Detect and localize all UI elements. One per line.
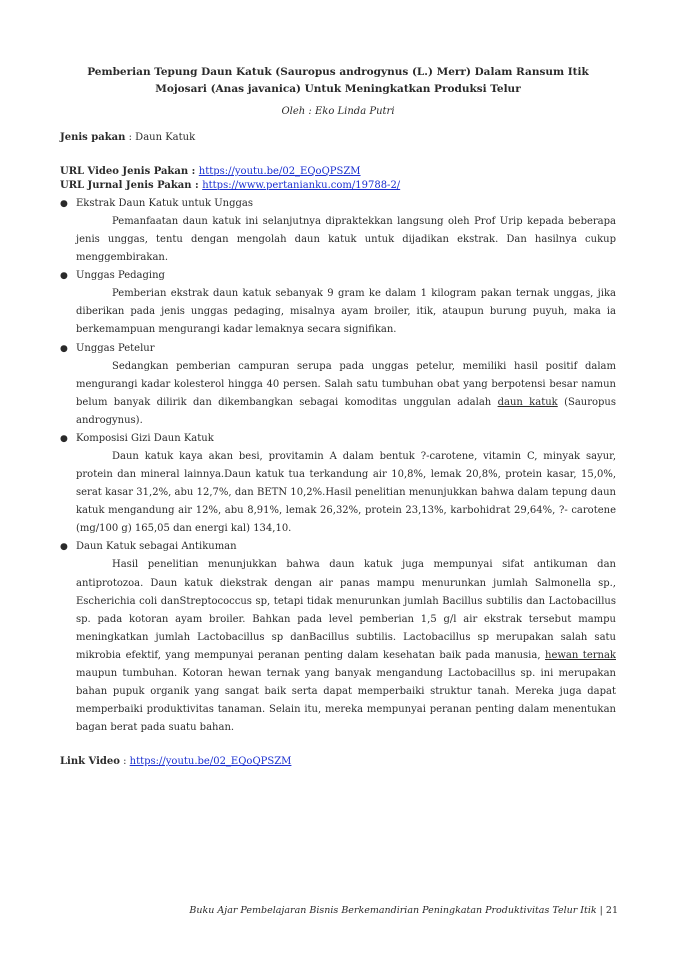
feed-label: Jenis pakan [60,132,126,143]
journal-url-line [60,179,616,193]
section-body-tail: maupun tumbuhan. Kotoran hewan ternak yang banyak mengandung Lactobacillus sp. ini merupakan bahan pupuk organik yang sangat baik serta dapat memperbaiki struktur tanah. Mereka juga dapat memperbaiki produktivitas tanaman. Selain itu, mereka mempunyai peranan penting dalam menentukan bagan berat pada suatu bahan. [76,667,616,734]
video-url-link[interactable]: https://youtu.be/02_EQoQPSZM [198,166,361,177]
section-body-text: Sedangkan pemberian campuran serupa pada unggas petelur, memiliki hasil positif dalam mengurangi kadar kolesterol hingga 40 persen. Salah satu tumbuhan obat yang berpotensi besar namun belum banyak dilirik dan dikembangkan sebagai komoditas unggulan adalah [76,360,616,408]
section-body [76,448,616,538]
section-item [60,340,616,430]
link-video-line [60,755,616,769]
document-page [60,60,616,769]
section-item [60,267,616,339]
section-item [60,430,616,538]
underlined-term: hewan ternak [545,649,616,661]
section-heading: Komposisi Gizi Daun Katuk [76,432,214,444]
author-line: Oleh : Eko Linda Putri [281,106,395,117]
feed-value: : Daun Katuk [128,132,196,143]
section-heading: Unggas Petelur [76,342,155,354]
link-video-label: Link Video [60,756,120,768]
section-body [76,213,616,267]
section-item [60,538,616,737]
section-body [76,285,616,339]
bullet-icon: ● [60,542,68,553]
feed-line [60,131,616,145]
video-url-sep: : [188,166,199,177]
journal-url-label: URL Jurnal Jenis Pakan [60,180,192,191]
section-body-tail: (Sauropus androgynus). [76,396,616,426]
bullet-icon: ● [60,271,68,282]
title-line-1: Pemberian Tepung Daun Katuk (Sauropus androgynus (L.) Merr) Dalam Ransum Itik [87,66,589,78]
section-body [76,358,616,430]
document-title [60,64,616,98]
section-body-text: Pemanfaatan daun katuk ini selanjutnya dipraktekkan langsung oleh Prof Urip kepada beberapa jenis unggas, tentu dengan mengolah daun katuk untuk dijadikan ekstrak. Dan hasilnya cukup menggembirakan. [76,216,616,264]
page-footer [189,905,618,916]
bullet-icon: ● [60,199,68,209]
underlined-term: daun katuk [497,396,558,408]
video-url-line [60,165,616,179]
footer-text: Buku Ajar Pembelajaran Bisnis Berkemandirian Peningkatan Produktivitas Telur Itik | [189,905,606,916]
section-heading: Unggas Pedaging [76,270,165,282]
bullet-icon: ● [60,433,68,444]
journal-url-sep: : [191,180,203,191]
sections-list [60,195,616,737]
section-body-text: Hasil penelitian menunjukkan bahwa daun katuk juga mempunyai sifat antikuman dan antiprotozoa. Daun katuk diekstrak dengan air panas mampu menurunkan jumlah Salmonella sp., Escherichia coli danStreptococcus sp, tetapi tidak menurunkan jumlah Bacillus subtilis dan Lactobacillus sp. pada kotoran ayam broiler. Bahkan pada level pemberian 1,5 g/l air ekstrak tersebut mampu meningkatkan jumlah Lactobacillus sp danBacillus subtilis. Lactobacillus sp merupakan salah satu mikrobia efektif, yang mempunyai peranan penting dalam kesehatan baik pada manusia, [76,559,616,661]
video-url-label: URL Video Jenis Pakan [60,166,189,177]
section-body-text: Daun katuk kaya akan besi, provitamin A dalam bentuk ?-carotene, vitamin C, minyak sayur, protein dan mineral lainnya.Daun katuk tua terkandung air 10,8%, lemak 20,8%, protein kasar, 15,0%, serat kasar 31,2%, abu 12,7%, dan BETN 10,2%.Hasil penelitian menunjukkan bahwa dalam tepung daun katuk mengandung air 12%, abu 8,91%, lemak 26,32%, protein 23,13%, karbohidrat 29,64%, ?- carotene (mg/100 g) 165,05 dan energi kal) 134,10. [76,450,616,535]
section-heading: Ekstrak Daun Katuk untuk Unggas [76,198,254,209]
page-number: 21 [605,905,618,916]
section-body [76,556,616,737]
link-video-link[interactable]: https://youtu.be/02_EQoQPSZM [129,756,292,768]
section-item [60,195,616,267]
title-line-2: Mojosari (Anas javanica) Untuk Meningkatkan Produksi Telur [155,83,521,95]
link-video-sep: : [119,756,130,768]
bullet-icon: ● [60,343,68,354]
journal-url-link[interactable]: https://www.pertanianku.com/19788-2/ [202,180,401,191]
section-body-text: Pemberian ekstrak daun katuk sebanyak 9 gram ke dalam 1 kilogram pakan ternak unggas, jika diberikan pada jenis unggas pedaging, misalnya ayam broiler, itik, ataupun burung puyuh, maka ia berkemampuan mengurangi kadar lemaknya secara signifikan. [76,288,616,336]
section-heading: Daun Katuk sebagai Antikuman [76,541,237,553]
